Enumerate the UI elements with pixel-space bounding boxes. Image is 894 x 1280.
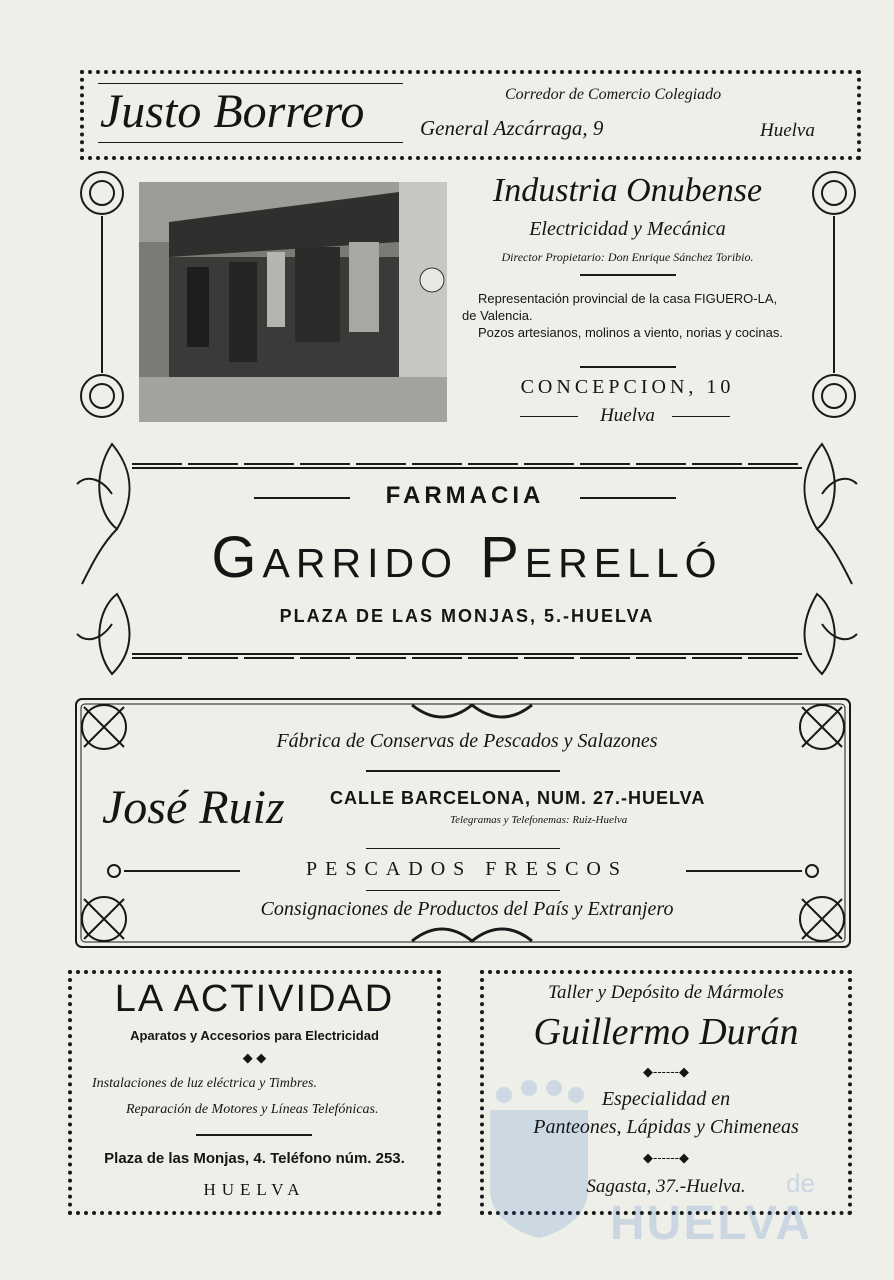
advertiser-name: LA ACTIVIDAD <box>114 978 395 1020</box>
advertiser-name: Guillermo Durán <box>533 1011 799 1053</box>
divider <box>366 848 560 849</box>
lily-ornament-icon <box>99 444 129 529</box>
business-kind: FARMACIA <box>385 482 545 509</box>
city: Huelva <box>600 405 655 426</box>
divider <box>366 890 560 891</box>
service-line: Reparación de Motores y Líneas Telefónicas. <box>126 1102 379 1117</box>
specialty: Especialidad en <box>601 1088 731 1110</box>
address: CONCEPCION, 10 <box>520 376 735 398</box>
shop-photo <box>139 182 447 422</box>
divider <box>580 497 676 499</box>
divider <box>254 497 350 499</box>
specialty-items: Panteones, Lápidas y Chimeneas <box>533 1116 799 1138</box>
description: Pozos artesianos, molinos a viento, norias y cocinas. <box>478 325 783 340</box>
subtitle: Electricidad y Mecánica <box>529 218 726 240</box>
rose-ornament-icon <box>81 172 123 214</box>
watermark-small: de <box>786 1168 815 1198</box>
fresh-fish: PESCADOS FRESCOS <box>306 858 628 880</box>
rose-ornament-icon <box>81 375 123 417</box>
tagline: Fábrica de Conservas de Pescados y Salazones <box>276 730 658 752</box>
city: Huelva <box>760 120 815 141</box>
ornament: ◆‑‑‑‑‑‑◆ <box>643 1150 689 1165</box>
watermark-big: HUELVA <box>610 1197 813 1250</box>
director: Director Propietario: Don Enrique Sánchez Toribio. <box>501 250 754 264</box>
tagline: Taller y Depósito de Mármoles <box>548 982 784 1003</box>
city: HUELVA <box>203 1180 306 1199</box>
rose-ornament-icon <box>813 172 855 214</box>
advertiser-name: Justo Borrero <box>100 85 365 138</box>
business-title: Corredor de Comercio Colegiado <box>505 86 722 103</box>
rose-ornament-icon <box>813 375 855 417</box>
address: CALLE BARCELONA, NUM. 27.-HUELVA <box>330 788 706 808</box>
service-line: Instalaciones de luz eléctrica y Timbres. <box>92 1076 317 1091</box>
divider <box>580 366 676 368</box>
advertiser-name: Garrido Perelló <box>211 525 723 590</box>
advertiser-name: Industria Onubense <box>492 172 763 209</box>
ornament: ◆‑‑‑‑‑‑◆ <box>643 1064 689 1079</box>
divider <box>580 274 676 276</box>
advertiser-name: José Ruiz <box>102 781 285 834</box>
subtitle: Aparatos y Accesorios para Electricidad <box>130 1028 379 1043</box>
description: Representación provincial de la casa FIGUERO-LA, de Valencia. <box>462 291 778 323</box>
telegram: Telegramas y Telefonemas: Ruiz-Huelva <box>450 814 628 826</box>
address: Plaza de las Monjas, 4. Teléfono núm. 253. <box>104 1150 405 1167</box>
diamond-ornament: ◆ ◆ <box>242 1050 267 1065</box>
divider <box>366 770 560 772</box>
consignment-line: Consignaciones de Productos del País y Extranjero <box>260 898 674 920</box>
divider <box>98 142 403 143</box>
lily-ornament-icon <box>805 444 835 529</box>
address: PLAZA DE LAS MONJAS, 5.-HUELVA <box>279 606 655 626</box>
address: General Azcárraga, 9 <box>420 116 604 140</box>
address: Sagasta, 37.-Huelva. <box>586 1176 746 1197</box>
divider <box>196 1134 312 1136</box>
